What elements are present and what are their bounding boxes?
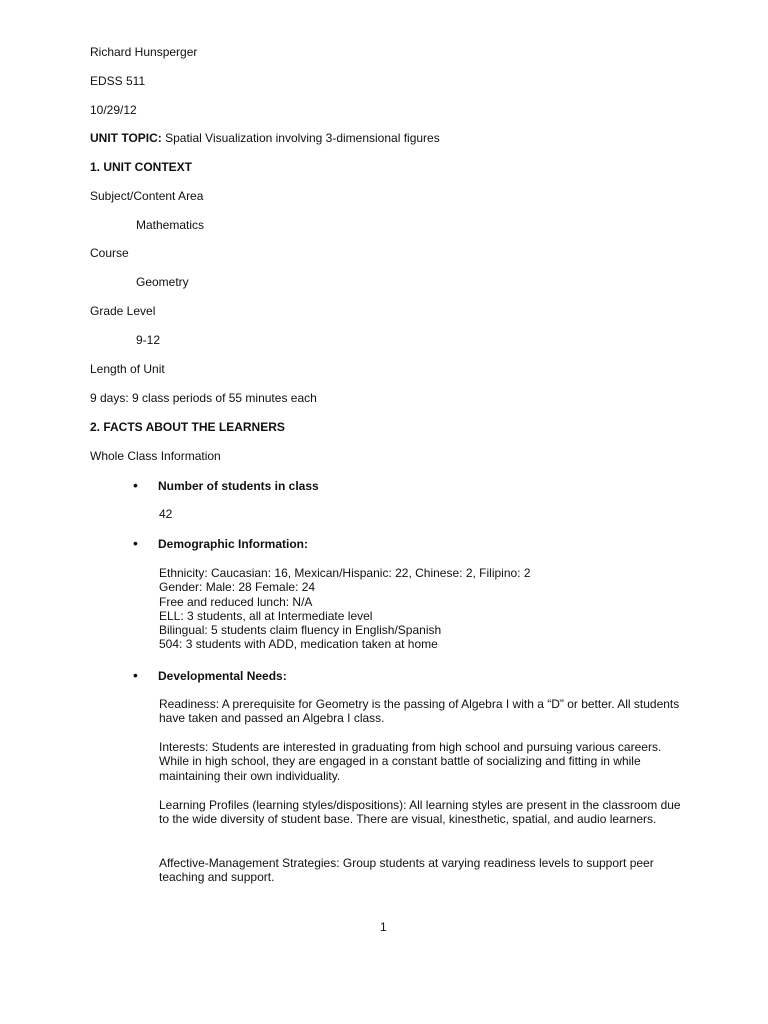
bullet-demographics bbox=[133, 536, 308, 551]
interests-paragraph: Interests: Students are interested in graduating from high school and pursuing various careers. While in high school, they are engaged in a constant battle of socializing and fitting in while maintaining their own individuality. bbox=[159, 740, 662, 783]
bullet-icon: • bbox=[133, 667, 138, 683]
demographic-line: Gender: Male: 28 Female: 24 bbox=[159, 580, 316, 595]
demographic-line: Free and reduced lunch: N/A bbox=[159, 594, 313, 609]
bullet-label: Number of students in class bbox=[158, 479, 319, 493]
subject-value: Mathematics bbox=[136, 218, 205, 232]
bullet-developmental-needs bbox=[133, 668, 287, 683]
course-code: EDSS 511 bbox=[90, 74, 146, 88]
length-value: 9 days: 9 class periods of 55 minutes each bbox=[90, 391, 317, 405]
grade-value: 9-12 bbox=[136, 333, 161, 347]
bullet-icon: • bbox=[133, 535, 138, 551]
page-number: 1 bbox=[380, 920, 387, 934]
unit-topic bbox=[90, 131, 440, 145]
bullet-icon: • bbox=[133, 477, 138, 493]
demographics-list bbox=[159, 566, 689, 652]
length-label: Length of Unit bbox=[90, 362, 165, 376]
demographic-line: ELL: 3 students, all at Intermediate level bbox=[159, 608, 373, 623]
section-1-heading: 1. UNIT CONTEXT bbox=[90, 160, 193, 174]
learning-profiles-paragraph: Learning Profiles (learning styles/dispositions): All learning styles are present in the classroom due to the wide diversity of student base. There are visual, kinesthetic, spatial, and audio learners. bbox=[159, 798, 681, 827]
unit-topic-label: UNIT TOPIC: bbox=[90, 131, 162, 145]
course-label: Course bbox=[90, 246, 129, 260]
subject-label: Subject/Content Area bbox=[90, 189, 204, 203]
demographic-line: Ethnicity: Caucasian: 16, Mexican/Hispanic: 22, Chinese: 2, Filipino: 2 bbox=[159, 566, 531, 580]
section-2-heading: 2. FACTS ABOUT THE LEARNERS bbox=[90, 420, 285, 434]
demographic-line: 504: 3 students with ADD, medication taken at home bbox=[159, 637, 438, 652]
bullet-label: Developmental Needs: bbox=[158, 669, 287, 683]
demographic-line: Bilingual: 5 students claim fluency in English/Spanish bbox=[159, 623, 442, 638]
whole-class-label: Whole Class Information bbox=[90, 449, 221, 463]
document-date: 10/29/12 bbox=[90, 103, 137, 117]
student-count-value: 42 bbox=[159, 507, 173, 521]
bullet-label: Demographic Information: bbox=[158, 537, 309, 551]
affective-paragraph: Affective-Management Strategies: Group students at varying readiness levels to support peer teaching and support. bbox=[159, 856, 654, 885]
readiness-paragraph: Readiness: A prerequisite for Geometry is the passing of Algebra I with a “D” or better. All students have taken and passed an Algebra I class. bbox=[159, 697, 680, 726]
grade-label: Grade Level bbox=[90, 304, 156, 318]
course-value: Geometry bbox=[136, 275, 189, 289]
bullet-student-count bbox=[133, 478, 319, 493]
author-name: Richard Hunsperger bbox=[90, 45, 198, 59]
unit-topic-value: Spatial Visualization involving 3-dimensional figures bbox=[165, 131, 440, 145]
